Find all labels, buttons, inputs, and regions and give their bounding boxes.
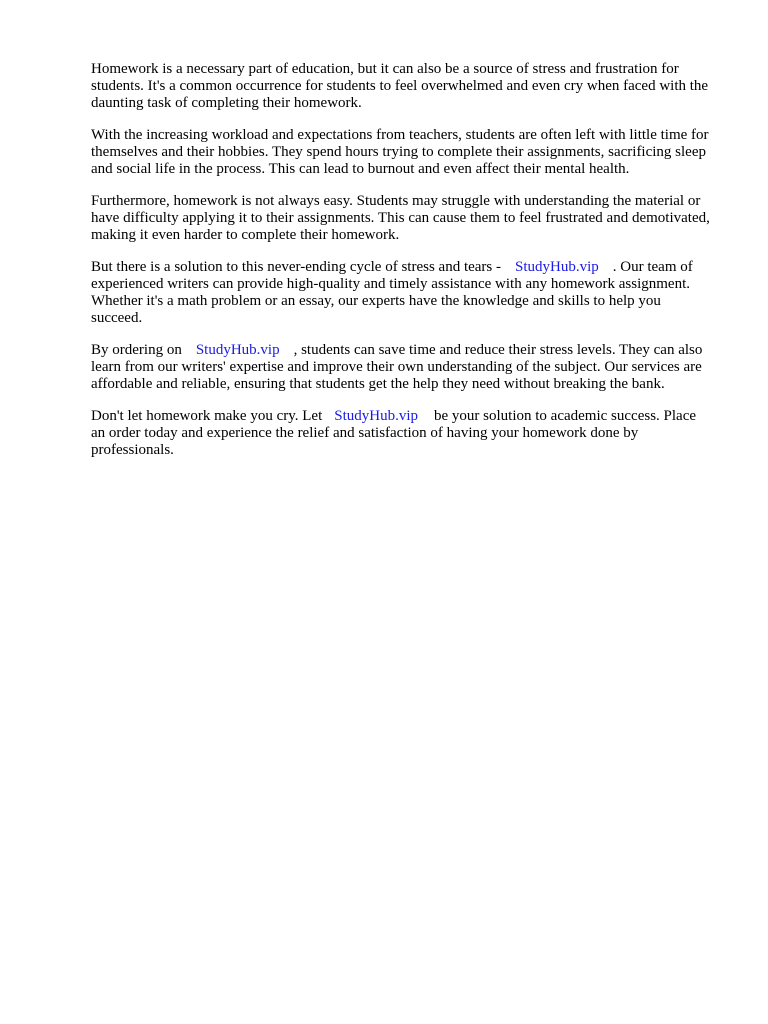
paragraph-6-text-before: Don't let homework make you cry. Let (91, 408, 323, 424)
document-body (91, 61, 713, 474)
paragraph-5-text-after: , students can save time and reduce their stress levels. They can also learn from our writers' expertise and improve their own understanding of the subject. Our services are affordable and reliable, ensuring that students get the help they need without breaking the bank. (91, 342, 703, 392)
paragraph-1: Homework is a necessary part of education, but it can also be a source of stress and frustration for students. It's a common occurrence for students to feel overwhelmed and even cry when faced with the daunting task of completing their homework. (91, 61, 709, 111)
paragraph-6-text-after: be your solution to academic success. Place an order today and experience the relief and satisfaction of having your homework done by professionals. (91, 408, 697, 458)
studyhub-link[interactable]: StudyHub.vip (515, 259, 599, 275)
paragraph-3: Furthermore, homework is not always easy. Students may struggle with understanding the material or have difficulty applying it to their assignments. This can cause them to feel frustrated and demotivated, making it even harder to complete their homework. (91, 193, 710, 243)
paragraph-5 (91, 342, 713, 393)
paragraph-4-text-before: But there is a solution to this never-ending cycle of stress and tears - (91, 259, 502, 275)
studyhub-link[interactable]: StudyHub.vip (195, 342, 280, 358)
paragraph-2: With the increasing workload and expectations from teachers, students are often left with little time for themselves and their hobbies. They spend hours trying to complete their assignments, sacrificing sleep and social life in the process. This can lead to burnout and even affect their mental health. (91, 127, 709, 177)
paragraph-5-text-before: By ordering on (91, 342, 182, 358)
paragraph-6 (91, 408, 713, 459)
paragraph-4 (91, 259, 713, 327)
studyhub-link[interactable]: StudyHub.vip (334, 408, 419, 424)
paragraph-4-text-after: . Our team of experienced writers can provide high-quality and timely assistance with any homework assignment. Whether it's a math problem or an essay, our experts have the knowledge and skills to help you succeed. (91, 259, 693, 326)
